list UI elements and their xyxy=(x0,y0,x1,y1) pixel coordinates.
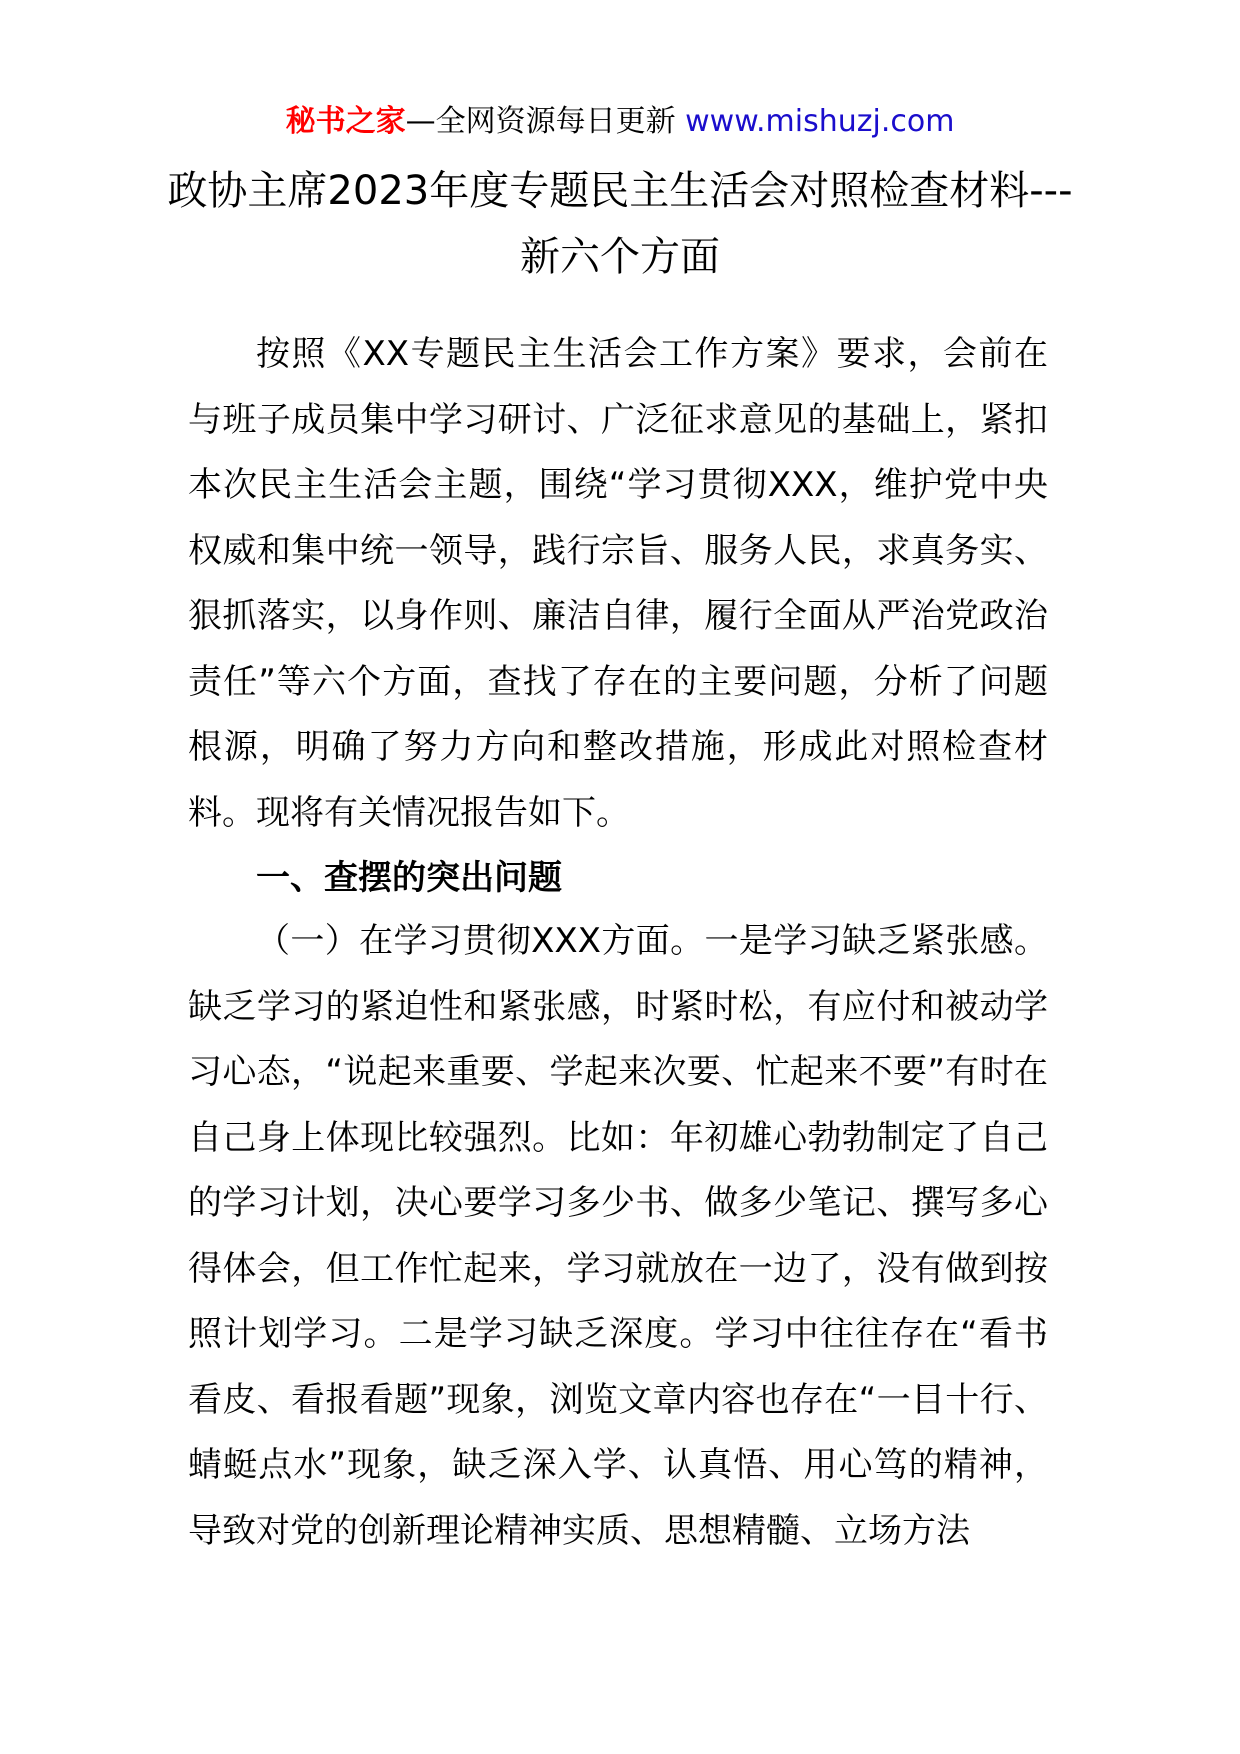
section-paragraph: （一）在学习贯彻XXX方面。一是学习缺乏紧张感。缺乏学习的紧迫性和紧张感，时紧时松，有应付和被动学习心态，“说起来重要、学起来次要、忙起来不要”有时在自己身上体现比较强烈。比如：年初雄心勃勃制定了自己的学习计划，决心要学习多少书、做多少笔记、撰写多心得体会，但工作忙起来，学习就放在一边了，没有做到按照计划学习。二是学习缺乏深度。学习中往往存在“看书看皮、看报看题”现象，浏览文章内容也存在“一目十行、蜻蜓点水”现象，缺乏深入学、认真悟、用心笃的精神，导致对党的创新理论精神实质、思想精髓、立场方法 xyxy=(188,921,1048,1551)
brand-name: 秘书之家 xyxy=(285,104,406,139)
document-title: 政协主席2023年度专题民主生活会对照检查材料---新六个方面 xyxy=(167,168,1073,280)
site-header xyxy=(0,100,1240,144)
header-tagline: —全网资源每日更新 xyxy=(405,104,686,139)
site-url-link[interactable]: www.mishuzj.com xyxy=(685,104,955,139)
section-heading: 一、查摆的突出问题 xyxy=(256,858,562,898)
intro-paragraph: 按照《XX专题民主生活会工作方案》要求，会前在与班子成员集中学习研讨、广泛征求意见的基础上，紧扣本次民主生活会主题，围绕“学习贯彻XXX，维护党中央权威和集中统一领导，践行宗旨、服务人民，求真务实、狠抓落实，以身作则、廉洁自律，履行全面从严治党政治责任”等六个方面，查找了存在的主要问题，分析了问题根源，明确了努力方向和整改措施，形成此对照检查材料。现将有关情况报告如下。 xyxy=(188,334,1048,833)
